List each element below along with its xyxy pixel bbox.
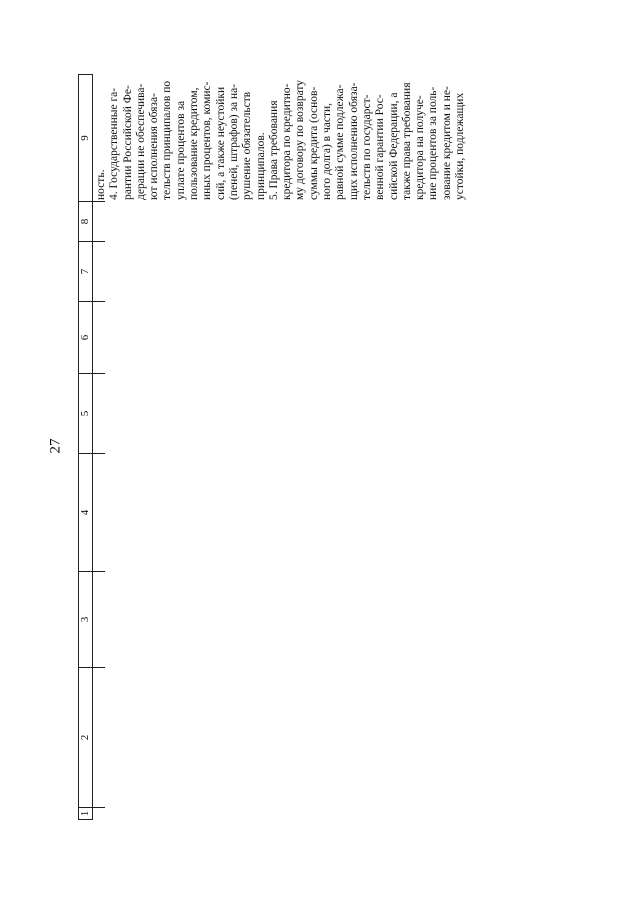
page-number: 27 bbox=[47, 438, 64, 454]
column-divider bbox=[93, 667, 105, 668]
column-9-line: тельств принципалов по bbox=[161, 80, 174, 200]
column-9-line: кредитора на получе- bbox=[414, 95, 427, 200]
column-number-3: 3 bbox=[78, 572, 93, 668]
column-9-line: рантии Российской Фе- bbox=[121, 85, 134, 200]
column-divider bbox=[93, 571, 105, 572]
column-9-line: ного долга) в части, bbox=[321, 102, 334, 200]
column-9-line: рушение обязательств bbox=[241, 91, 254, 200]
column-divider bbox=[93, 807, 105, 808]
column-9-line: сий, а также неустойки bbox=[214, 86, 227, 200]
column-9-line: принципалов. bbox=[254, 132, 267, 200]
column-number-2: 2 bbox=[78, 668, 93, 808]
rotated-table bbox=[78, 74, 640, 820]
column-number-1: 1 bbox=[78, 808, 93, 820]
column-9-line: иных процентов, комис- bbox=[201, 81, 214, 200]
column-9-line: 4. Государственные га- bbox=[108, 87, 121, 200]
column-9-line: равной сумме подлежа- bbox=[334, 84, 347, 200]
column-9-line: ние процентов за поль- bbox=[427, 86, 440, 200]
column-number-5: 5 bbox=[78, 374, 93, 454]
column-9-line: венной гарантии Рос- bbox=[374, 94, 387, 200]
column-divider bbox=[93, 453, 105, 454]
column-9-line: устойки, подлежащих bbox=[454, 92, 467, 200]
column-9-line: тельств по государст- bbox=[360, 94, 373, 200]
column-9-line: му договору по возврату bbox=[294, 79, 307, 200]
column-9-line: сийской Федерации, а bbox=[387, 92, 400, 200]
column-9-line: суммы кредита (основ- bbox=[307, 86, 320, 200]
column-9-text bbox=[95, 72, 467, 200]
column-9-line: ют исполнения обяза- bbox=[148, 93, 161, 200]
column-number-7: 7 bbox=[78, 242, 93, 302]
column-divider bbox=[93, 201, 105, 202]
column-number-9: 9 bbox=[78, 74, 93, 202]
column-9-line: уплате процентов за bbox=[174, 100, 187, 200]
column-9-line: кредитора по кредитно- bbox=[281, 83, 294, 200]
column-9-line: щих исполнению обяза- bbox=[347, 82, 360, 200]
column-divider bbox=[93, 241, 105, 242]
column-9-line: (пеней, штрафов) за на- bbox=[227, 83, 240, 200]
column-divider bbox=[93, 301, 105, 302]
column-number-8: 8 bbox=[78, 202, 93, 242]
column-9-line: также права требования bbox=[400, 82, 413, 200]
column-9-line: дерации не обеспечива- bbox=[134, 83, 147, 200]
column-number-6: 6 bbox=[78, 302, 93, 374]
column-divider bbox=[93, 373, 105, 374]
column-number-row bbox=[78, 74, 93, 820]
column-9-line: зование кредитом и не- bbox=[440, 86, 453, 200]
column-9-line: ность. bbox=[95, 169, 107, 200]
column-number-4: 4 bbox=[78, 454, 93, 572]
column-9-line: пользование кредитом, bbox=[188, 87, 201, 200]
column-9-line: 5. Права требования bbox=[267, 100, 280, 200]
